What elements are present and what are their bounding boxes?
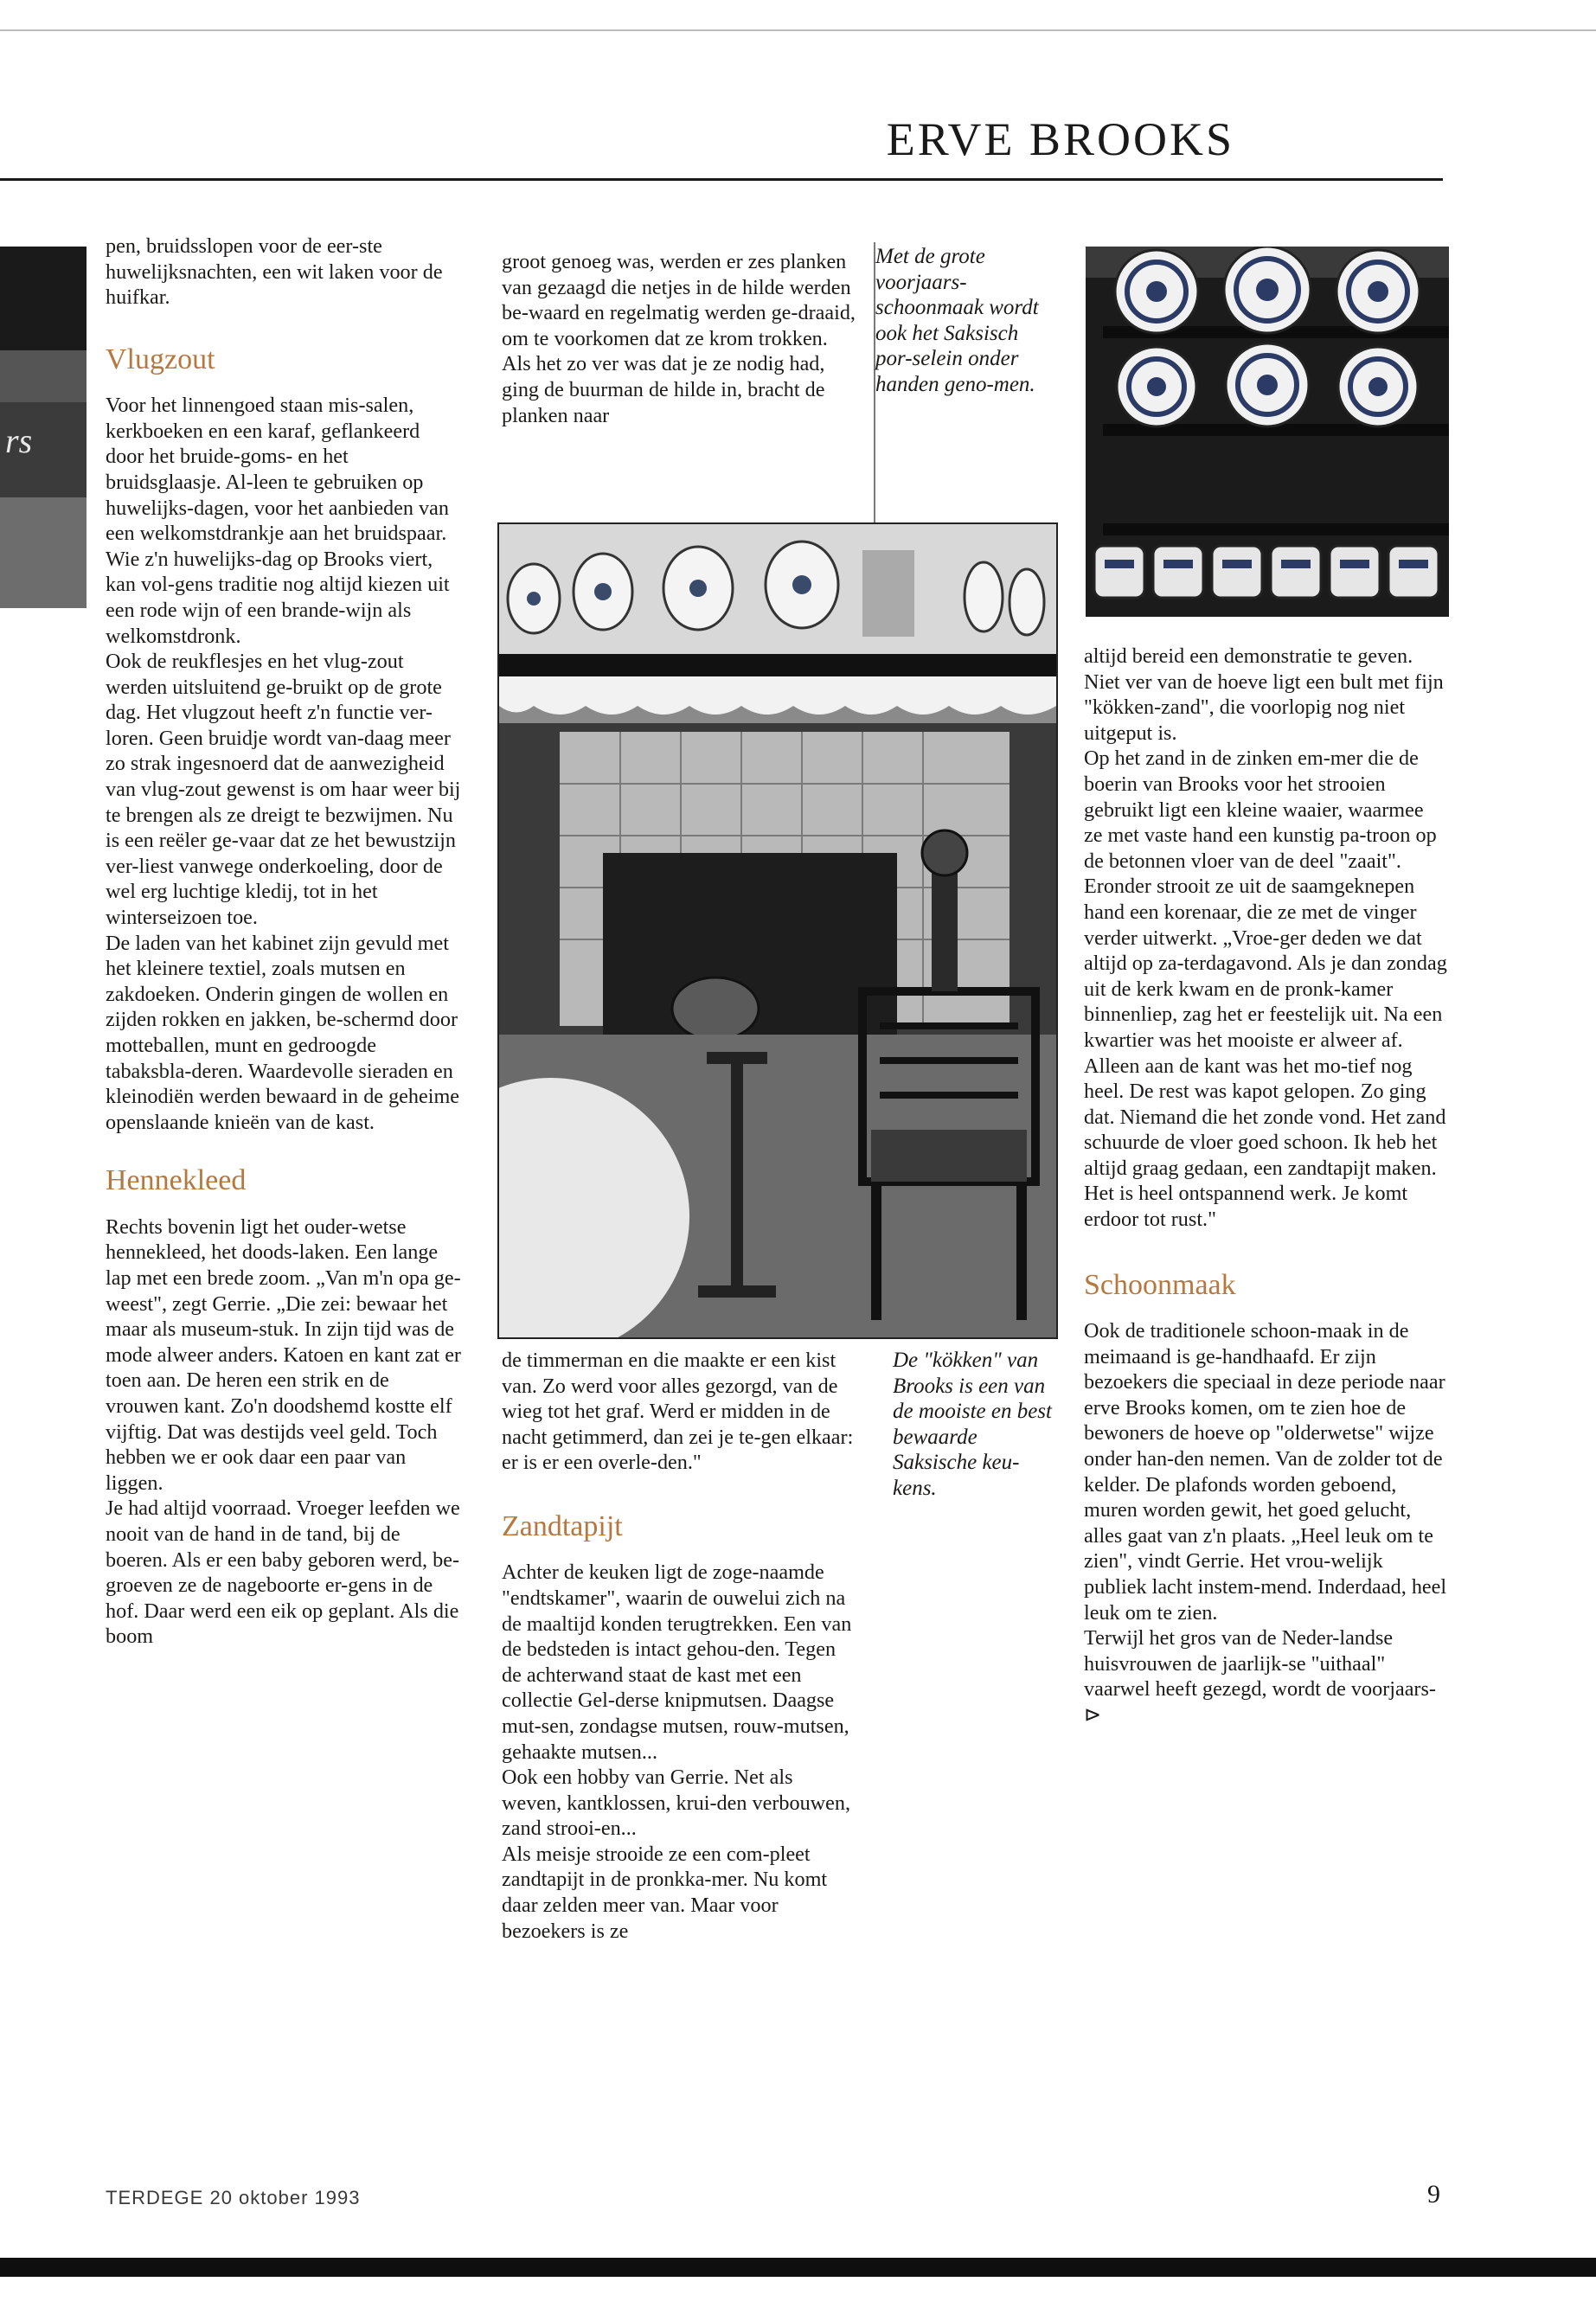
col2-bottom-intro: de timmerman en die maakte er een kist van. Zo werd voor alles gezorgd, van de wieg tot het graf. Werd er midden in de nacht getimmerd, dan zei je te-gen elkaar: er is er een overle-den." xyxy=(502,1349,854,1475)
left-edge-photo-strip xyxy=(0,247,87,608)
schoonmaak-paragraph-2: Terwijl het gros van de Neder-landse huisvrouwen de jaarlijk-se "uithaal" vaarwel heeft gezegd, wordt de voorjaars- ⊳ xyxy=(1084,1626,1436,1727)
page-number: 9 xyxy=(1427,2180,1440,2208)
vlugzout-paragraph-2: Ook de reukflesjes en het vlug-zout werden uitsluitend ge-bruikt op de grote dag. Het vlugzout heeft z'n functie ver-loren. Geen bruidje wordt van-daag meer zo strak ingesnoerd dat de aanwezigheid van vlug-zout gewenst is om haar weer bij te brengen als ze dreigt te bezwijmen. Nu is een reëler ge-vaar dat ze het bewustzijn ver-liest vanwege onderkoeling, door de wel erg luchtige kledij, tot in het winterseizoen toe. xyxy=(106,650,461,930)
col4-paragraph-1: altijd bereid een demonstratie te geven. Niet ver van de hoeve ligt een bult met fijn "kökken-zand", die voorlopig nog niet uitgeput is. xyxy=(1084,644,1444,745)
hennekleed-paragraph-1: Rechts bovenin ligt het ouder-wetse hennekleed, het doods-laken. Een lange lap met een brede zoom. „Van m'n opa ge-weest", zegt Gerrie. „Die zei: bewaar het maar als museum-stuk. In zijn tijd was de mode alweer anders. Katoen en kant zat er toen aan. De heren een strik en de vrouwen kant. Zo'n doodshemd kostte elf vijftig. Dat was destijds veel geld. Toch hebben we er ook daar een paar van liggen. xyxy=(106,1215,461,1495)
page-header-title: ERVE BROOKS xyxy=(886,113,1234,165)
photo-caption-kitchen: De "kökken" van Brooks is een van de mooiste en best bewaarde Saksische keu-kens. xyxy=(893,1349,1052,1500)
column-4 xyxy=(1084,644,1447,1728)
photo-caption-porcelain: Met de grote voorjaars-schoonmaak wordt ook het Saksisch por-selein onder handen geno-men. xyxy=(875,245,1039,396)
bottom-scan-bar xyxy=(0,2258,1596,2277)
column-2-top xyxy=(502,249,856,428)
schoonmaak-paragraph-1: Ook de traditionele schoon-maak in de meimaand is ge-handhaafd. Er zijn bezoekers die speciaal in deze periode naar erve Brooks komen, om te zien hoe de bewoners de hoeve op "olderwetse" wijze onder han-den nemen. Van de zolder tot de kelder. De plafonds worden geboend, muren worden gewit, het goed gelucht, alles gaat van z'n plaats. „Heel leuk om te zien", vindt Gerrie. Het vrou-welijk publiek lacht instem-mend. Inderdaad, heel leuk om te zien. xyxy=(1084,1319,1447,1625)
section-heading-zandtapijt: Zandtapijt xyxy=(502,1509,623,1542)
photo-porcelain-rack xyxy=(1086,247,1449,617)
col1-intro-paragraph: pen, bruidsslopen voor de eer-ste huwelijksnachten, een wit laken voor de huifkar. xyxy=(106,234,443,310)
section-heading-hennekleed: Hennekleed xyxy=(106,1164,247,1197)
col2-top-paragraph-2: Als het zo ver was dat je ze nodig had, ging de buurman de hilde in, bracht de planken naar xyxy=(502,352,825,427)
zandtapijt-paragraph-3: Als meisje strooide ze een com-pleet zandtapijt in de pronkka-mer. Nu komt daar zelden meer van. Maar voor bezoekers is ze xyxy=(502,1842,828,1943)
column-1 xyxy=(106,234,462,1650)
section-heading-schoonmaak: Schoonmaak xyxy=(1084,1268,1236,1301)
vlugzout-paragraph-3: De laden van het kabinet zijn gevuld met het kleinere textiel, zoals mutsen en zakdoeken. Onderin gingen de wollen en zijden rokken en jakken, be-schermd door motteballen, munt en gedroogde tabaksbla-deren. Waardevolle sieraden en kleinodiën werden bewaard in de geheime openslaande knieën van de kast. xyxy=(106,931,460,1134)
footer-publication-date: TERDEGE 20 oktober 1993 xyxy=(106,2187,361,2208)
col2-top-paragraph-1: groot genoeg was, werden er zes planken van gezaagd die netjes in de hilde werden be-waard en regelmatig werden ge-draaid, om te voorkomen dat ze krom trokken. xyxy=(502,250,856,350)
left-strip-text: rs xyxy=(5,421,33,460)
photo-kitchen-interior xyxy=(497,522,1058,1339)
header-rule xyxy=(0,178,1443,181)
zandtapijt-paragraph-2: Ook een hobby van Gerrie. Net als weven, kantklossen, krui-den verbouwen, zand strooi-en... xyxy=(502,1766,851,1841)
zandtapijt-paragraph-1: Achter de keuken ligt de zoge-naamde "endtskamer", waarin de ouwelui zich na de maaltijd konden terugtrekken. Een van de bedsteden is intact gehou-den. Tegen de achterwand staat de kast met een collectie Gel-derse knipmutsen. Daagse mut-sen, zondagse mutsen, rouw-mutsen, gehaakte mutsen... xyxy=(502,1561,852,1764)
col4-paragraph-2: Op het zand in de zinken em-mer die de boerin van Brooks voor het strooien gebruikt ligt een kleine waaier, waarmee ze met vaste hand een kunstig pa-troon op de betonnen vloer van de deel "zaait". Eronder strooit ze uit de saamgeknepen hand een korenaar, die ze met de vinger verder uitwerkt. „Vroe-ger deden we dat altijd op za-terdagavond. Als je dan zondag uit de kerk kwam en de pronk-kamer binnenliep, zag het er feestelijk uit. Na een kwartier was het mooiste er alweer af. Alleen aan de kant was het mo-tief nog heel. De rest was kapot gelopen. Zo ging dat. Niemand die het zonde vond. Het zand schuurde de vloer goed schoon. Ik heb het altijd graag gedaan, een zandtapijt maken. Het is heel ontspannend werk. Je komt erdoor tot rust." xyxy=(1084,747,1447,1232)
column-2-bottom xyxy=(502,1348,856,1944)
top-rule xyxy=(0,29,1596,31)
hennekleed-paragraph-2: Je had altijd voorraad. Vroeger leefden we nooit van de hand in de tand, bij de boeren. Als er een baby geboren werd, be-groeven ze de nageboorte er-gens in de hof. Daar werd een eik op geplant. Als die boom xyxy=(106,1497,460,1649)
section-heading-vlugzout: Vlugzout xyxy=(106,343,215,375)
vlugzout-paragraph-1: Voor het linnengoed staan mis-salen, kerkboeken en een karaf, geflankeerd door het bruide-goms- en het bruidsglaasje. Al-leen te gebruiken op huwelijks-dagen, voor het aanbieden van een welkomstdrankje aan het bruidspaar. Wie z'n huwelijks-dag op Brooks viert, kan vol-gens traditie nog altijd kiezen uit een rode wijn of een brande-wijn als welkomstdronk. xyxy=(106,394,450,648)
